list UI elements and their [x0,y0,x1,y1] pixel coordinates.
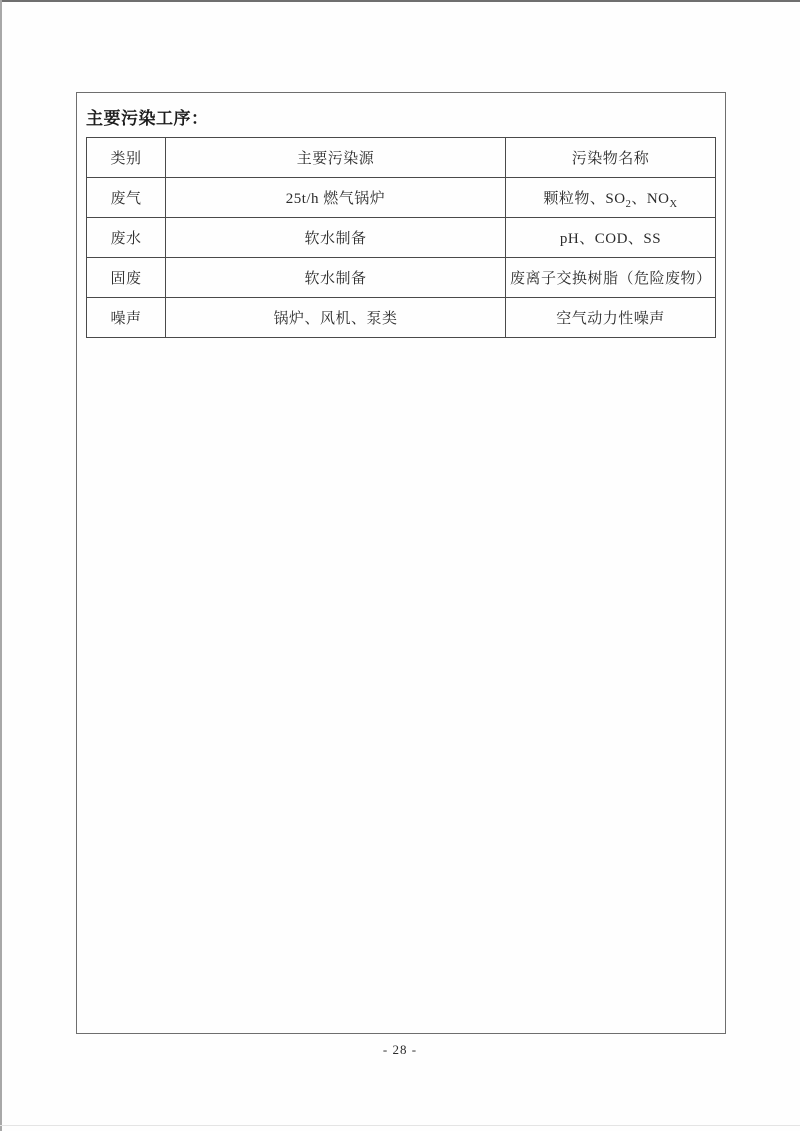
cell-pollutant: pH、COD、SS [506,218,716,258]
header-cell-source: 主要污染源 [166,138,506,178]
page-number: - 28 - [382,1042,418,1057]
table-row-noise [87,298,716,338]
cell-source: 软水制备 [166,218,506,258]
pollution-table [86,137,716,338]
page-edge-top-line [0,0,800,2]
header-cell-category: 类别 [87,138,166,178]
cell-source: 锅炉、风机、泵类 [166,298,506,338]
cell-pollutant: 颗粒物、$SO_2$、$NO_X$ [506,178,716,218]
cell-source: 软水制备 [166,258,506,298]
cell-pollutant: 空气动力性噪声 [506,298,716,338]
section-title: 主要污染工序： [86,109,209,128]
table-row-solid-waste [87,258,716,298]
header-cell-pollutant: 污染物名称 [506,138,716,178]
cell-category: 废水 [87,218,166,258]
cell-category: 噪声 [87,298,166,338]
cell-category: 固废 [87,258,166,298]
cell-category: 废气 [87,178,166,218]
table-row-waste-water [87,218,716,258]
page-edge-bottom-line [0,1125,800,1126]
cell-pollutant: 废离子交换树脂（危险废物） [506,258,716,298]
page-edge-left-line [0,0,2,1131]
content-frame [76,92,726,1034]
table-row-waste-gas [87,178,716,218]
table-header-row [87,138,716,178]
cell-source: 25t/h 燃气锅炉 [166,178,506,218]
